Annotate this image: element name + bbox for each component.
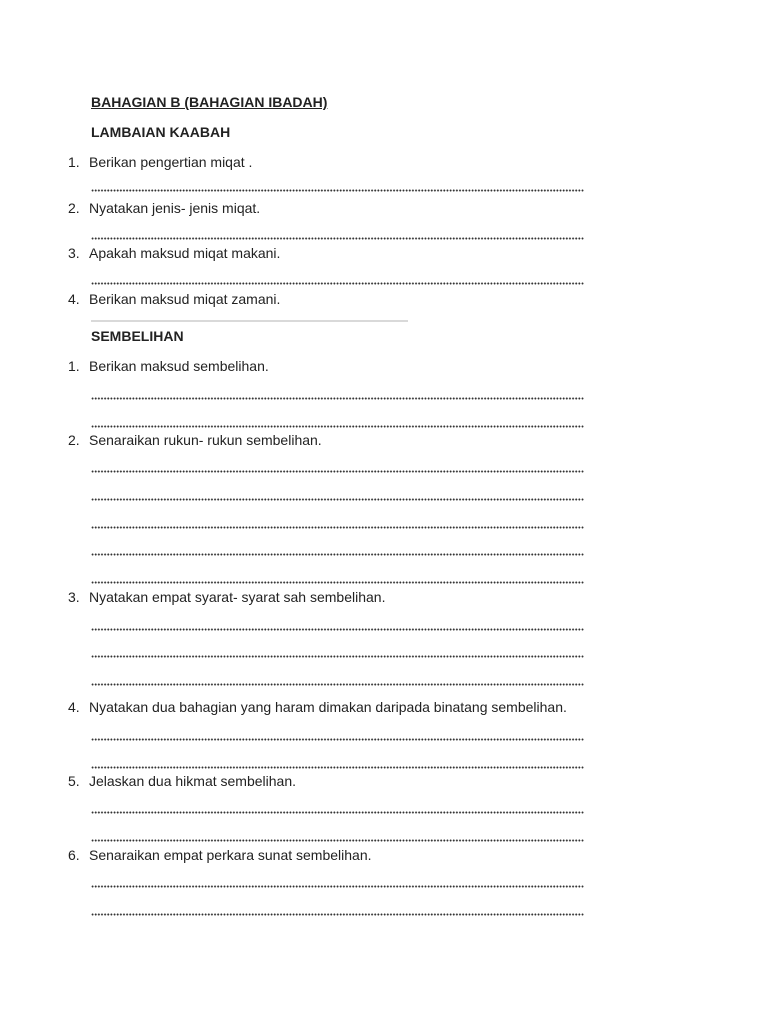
answer-line[interactable] [91, 628, 584, 631]
answer-line[interactable] [91, 738, 584, 741]
question-text: Nyatakan empat syarat- syarat sah sembelihan. [89, 589, 386, 605]
section-title: BAHAGIAN B (BAHAGIAN IBADAH) [91, 94, 328, 110]
question-number: 3. [68, 245, 80, 261]
answer-line[interactable] [91, 470, 584, 473]
answer-line[interactable] [91, 766, 584, 769]
question-text: Jelaskan dua hikmat sembelihan. [89, 773, 297, 789]
question-text: Berikan maksud miqat zamani. [89, 291, 281, 307]
question-text: Nyatakan dua bahagian yang haram dimakan daripada binatang sembelihan. [89, 699, 567, 715]
question-text: Senaraikan rukun- rukun sembelihan. [89, 432, 322, 448]
answer-line[interactable] [91, 189, 584, 192]
answer-line[interactable] [91, 839, 584, 842]
answer-line[interactable] [91, 526, 584, 529]
question-number: 4. [68, 699, 80, 715]
answer-line[interactable] [91, 811, 584, 814]
question-number: 3. [68, 589, 80, 605]
question-text: Senaraikan empat perkara sunat sembelihan. [89, 847, 372, 863]
answer-line[interactable] [91, 282, 584, 285]
sembelihan-heading: SEMBELIHAN [91, 328, 184, 344]
answer-line[interactable] [91, 581, 584, 584]
question-number: 2. [68, 200, 80, 216]
question-number: 6. [68, 847, 80, 863]
question-number: 1. [68, 358, 80, 374]
answer-line[interactable] [91, 425, 584, 428]
lambaian-kaabah-heading: LAMBAIAN KAABAH [91, 124, 231, 140]
question-number: 5. [68, 773, 80, 789]
answer-line[interactable] [91, 498, 584, 501]
answer-line[interactable] [91, 913, 584, 916]
answer-line[interactable] [91, 655, 584, 658]
question-text: Apakah maksud miqat makani. [89, 245, 281, 261]
question-number: 4. [68, 291, 80, 307]
answer-line[interactable] [91, 320, 408, 322]
answer-line[interactable] [91, 885, 584, 888]
question-text: Berikan maksud sembelihan. [89, 358, 269, 374]
question-text: Nyatakan jenis- jenis miqat. [89, 200, 261, 216]
question-text: Berikan pengertian miqat . [89, 154, 253, 170]
answer-line[interactable] [91, 683, 584, 686]
answer-line[interactable] [91, 237, 584, 240]
answer-line[interactable] [91, 553, 584, 556]
answer-line[interactable] [91, 397, 584, 400]
question-number: 2. [68, 432, 80, 448]
question-number: 1. [68, 154, 80, 170]
